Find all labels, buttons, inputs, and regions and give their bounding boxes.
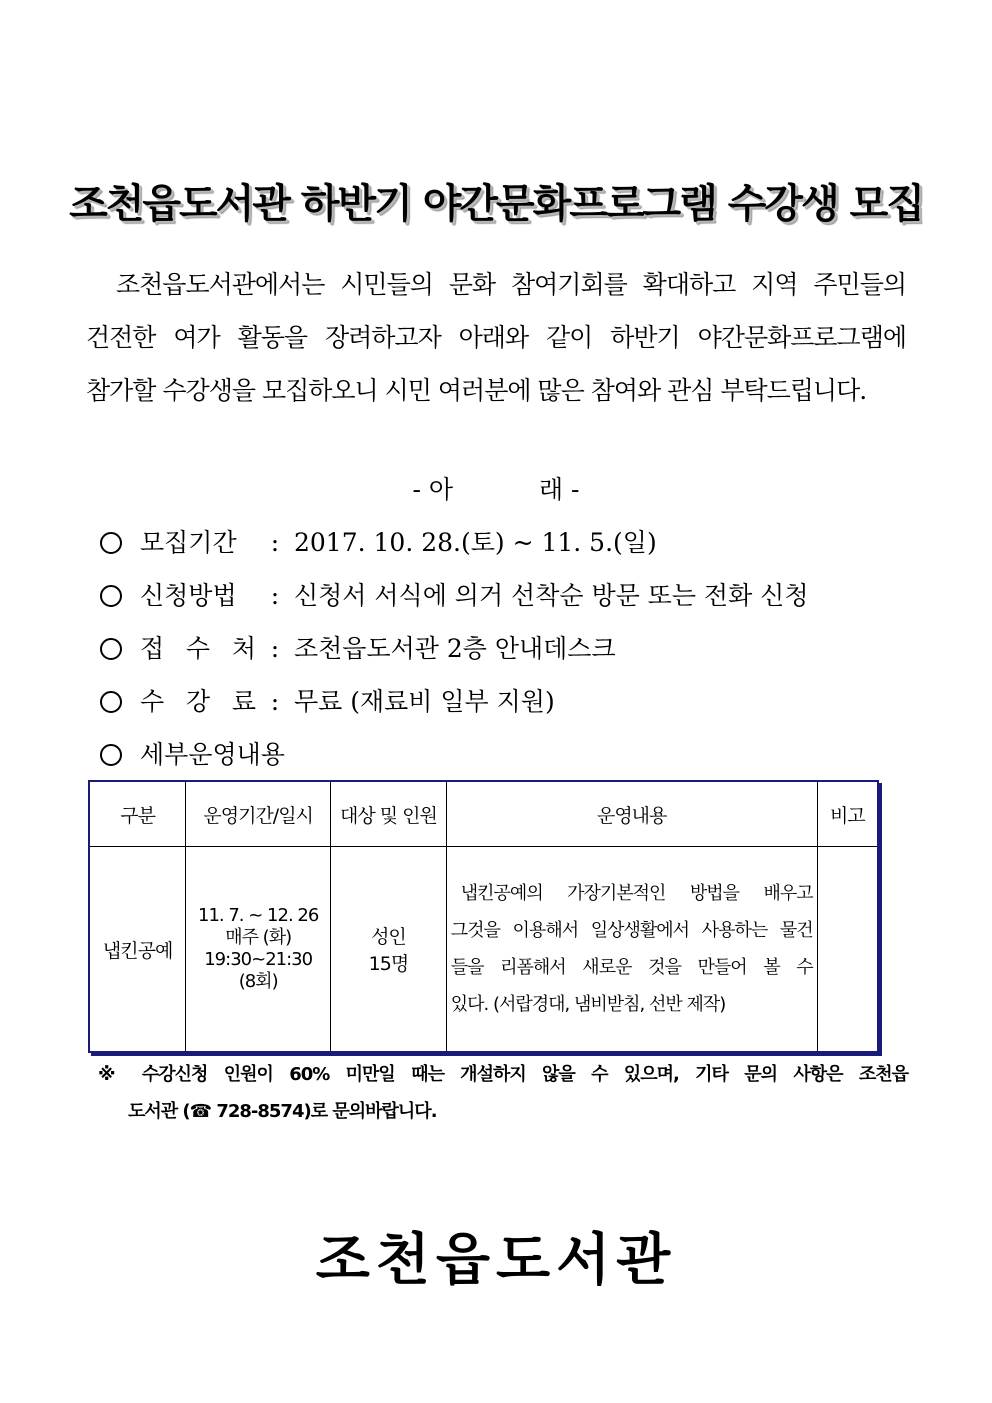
header-category: 구분 (89, 781, 186, 847)
info-label: 수 강 료 (140, 687, 256, 716)
content-line: 냅킨공예의 가장기본적인 방법을 배우고 (460, 883, 813, 904)
cell-target (331, 847, 447, 1053)
circle-bullet-icon (100, 585, 122, 607)
operations-table (88, 780, 879, 1053)
circle-bullet-icon (100, 744, 122, 766)
notice-line-2: 도서관 (☎ 728-8574)로 문의바랍니다. (128, 1101, 437, 1122)
colon: : (270, 634, 280, 663)
info-label: 신청방법 (140, 581, 237, 610)
circle-bullet-icon (100, 691, 122, 713)
footer-organization: 조천읍도서관 (315, 1228, 677, 1293)
table-header-row (89, 781, 878, 847)
period-line: (8회) (238, 971, 278, 992)
content-line: 들을 리폼해서 새로운 것을 만들어 볼 수 (450, 957, 813, 978)
colon: : (270, 528, 280, 557)
info-label: 모집기간 (140, 528, 237, 557)
arae-right: 래 - (538, 475, 580, 504)
colon: : (270, 687, 280, 716)
intro-line-1: 조천읍도서관에서는 시민들의 문화 참여기회를 확대하고 지역 주민들의 (116, 270, 906, 299)
page-title: 조천읍도서관 하반기 야간문화프로그램 수강생 모집 (69, 181, 923, 227)
info-value: 무료 (재료비 일부 지원) (294, 687, 555, 716)
header-note: 비고 (817, 781, 878, 847)
target-line: 성인 (371, 926, 406, 948)
info-item-fee (96, 675, 916, 728)
colon: : (270, 581, 280, 610)
info-item-details (96, 728, 916, 781)
table-row (89, 847, 878, 1053)
notice-line-1: ※ 수강신청 인원이 60% 미만일 때는 개설하지 않을 수 있으며, 기타 문의 사항은 조천읍 (98, 1064, 908, 1085)
notice (98, 1056, 908, 1130)
info-value: 2017. 10. 28.(토) ~ 11. 5.(일) (294, 528, 657, 557)
circle-bullet-icon (100, 532, 122, 554)
cell-note (817, 847, 878, 1053)
cell-category: 냅킨공예 (89, 847, 186, 1053)
arae-left: - 아 (412, 475, 454, 504)
info-value: 신청서 서식에 의거 선착순 방문 또는 전화 신청 (294, 581, 809, 610)
content-line: 있다. (서랍경대, 냄비받침, 선반 제작) (450, 994, 726, 1015)
intro-line-2: 건전한 여가 활동을 장려하고자 아래와 같이 하반기 야간문화프로그램에 (86, 323, 906, 352)
cell-content (446, 847, 817, 1053)
info-item-method (96, 569, 916, 622)
info-list (96, 516, 916, 781)
intro-line-3: 참가할 수강생을 모집하오니 시민 여러분에 많은 참여와 관심 부탁드립니다. (86, 376, 867, 405)
period-line: 매주 (화) (225, 927, 292, 948)
header-content: 운영내용 (446, 781, 817, 847)
intro-paragraph (86, 258, 906, 417)
circle-bullet-icon (100, 638, 122, 660)
period-line: 11. 7. ~ 12. 26 (198, 905, 319, 926)
info-value: 조천읍도서관 2층 안내데스크 (294, 634, 616, 663)
details-label: 세부운영내용 (140, 740, 285, 769)
info-item-period (96, 516, 916, 569)
info-label: 접 수 처 (140, 634, 256, 663)
section-heading-arae (0, 470, 992, 506)
header-period: 운영기간/일시 (186, 781, 331, 847)
target-line: 15명 (368, 953, 409, 975)
period-line: 19:30~21:30 (204, 949, 313, 970)
info-item-reception (96, 622, 916, 675)
cell-period (186, 847, 331, 1053)
header-target: 대상 및 인원 (331, 781, 447, 847)
content-line: 그것을 이용해서 일상생활에서 사용하는 물건 (450, 920, 813, 941)
